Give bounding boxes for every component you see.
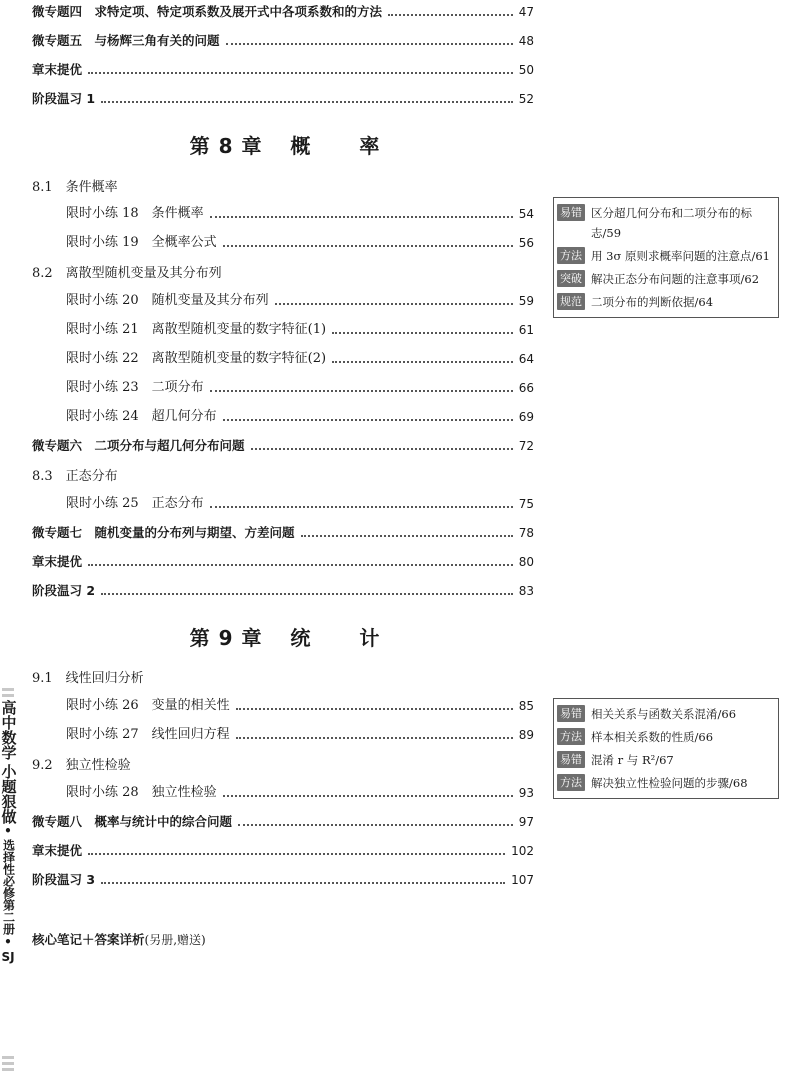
tip-tag: 突破	[557, 270, 585, 287]
toc-page-number: 83	[518, 584, 534, 598]
edition-name: 选择性必修第二册	[1, 839, 16, 935]
section-heading[interactable]: 8.1 条件概率	[32, 180, 118, 195]
leader-dots	[223, 794, 513, 797]
toc-label: 限时小练 26 变量的相关性	[66, 698, 230, 713]
toc-row[interactable]	[32, 31, 534, 51]
toc-label: 微专题六 二项分布与超几何分布问题	[32, 438, 245, 453]
toc-label: 限时小练 19 全概率公式	[66, 235, 217, 250]
toc-label: 微专题五 与杨辉三角有关的问题	[32, 33, 220, 48]
toc-page-number: 78	[518, 526, 534, 540]
toc-page-number: 72	[518, 439, 534, 453]
chapter-number: 第 9 章	[189, 626, 263, 650]
toc-row[interactable]	[66, 349, 534, 369]
tip-text: 样本相关系数的性质/66	[591, 730, 714, 744]
tip-text: 区分超几何分布和二项分布的标志/59	[591, 206, 752, 240]
toc-label: 限时小练 24 超几何分布	[66, 409, 217, 424]
toc-row[interactable]	[32, 60, 534, 80]
chapter-title-char: 统	[290, 626, 312, 650]
tip-item[interactable]	[557, 773, 775, 793]
toc-page-number: 47	[518, 5, 534, 19]
tip-text: 相关关系与函数关系混淆/66	[591, 707, 737, 721]
toc-row[interactable]	[66, 204, 534, 224]
toc-label: 限时小练 20 随机变量及其分布列	[66, 293, 269, 308]
leader-dots	[236, 707, 513, 710]
sidebar-decor	[2, 1056, 14, 1059]
section-heading[interactable]: 8.3 正态分布	[32, 469, 118, 484]
toc-page-number: 59	[518, 294, 534, 308]
separator-dot: •	[4, 935, 12, 949]
toc-label: 微专题八 概率与统计中的综合问题	[32, 814, 233, 829]
tip-text: 解决正态分布问题的注意事项/62	[591, 272, 760, 286]
toc-page-number: 66	[518, 381, 534, 395]
toc-page-number: 85	[518, 699, 534, 713]
toc-row[interactable]	[32, 841, 534, 861]
tip-tag: 方法	[557, 247, 585, 264]
toc-label: 限时小练 23 二项分布	[66, 380, 204, 395]
tip-tag: 方法	[557, 774, 585, 791]
toc-page-number: 75	[518, 497, 534, 511]
toc-page-number: 56	[518, 236, 534, 250]
tip-tag: 易错	[557, 751, 585, 768]
leader-dots	[210, 505, 513, 508]
tips-box	[553, 197, 779, 318]
toc-label: 微专题七 随机变量的分布列与期望、方差问题	[32, 525, 295, 540]
series-name: 高中数学	[0, 700, 18, 760]
toc-page-number: 93	[518, 786, 534, 800]
toc-label: 限时小练 18 条件概率	[66, 206, 204, 221]
leader-dots	[88, 71, 513, 74]
toc-page-number: 48	[518, 34, 534, 48]
toc-row[interactable]	[32, 2, 534, 22]
sidebar-decor	[2, 688, 14, 691]
toc-page-number: 80	[518, 555, 534, 569]
chapter-title-char: 概	[290, 134, 312, 158]
toc-row[interactable]	[32, 89, 534, 109]
tip-item[interactable]	[557, 704, 775, 724]
leader-dots	[275, 302, 513, 305]
toc-row[interactable]	[32, 812, 534, 832]
section-heading[interactable]: 9.1 线性回归分析	[32, 671, 144, 686]
toc-row[interactable]	[66, 494, 534, 514]
tips-box	[553, 698, 779, 799]
sidebar-decor	[2, 694, 14, 697]
toc-row[interactable]	[32, 523, 534, 543]
toc-row[interactable]	[66, 291, 534, 311]
toc-page-number: 61	[518, 323, 534, 337]
toc-page-number: 52	[518, 92, 534, 106]
sidebar-decor	[2, 1068, 14, 1071]
toc-row[interactable]	[66, 407, 534, 427]
tip-text: 解决独立性检验问题的步骤/68	[591, 776, 748, 790]
tip-item[interactable]	[557, 292, 775, 312]
toc-page-number: 107	[511, 873, 534, 887]
toc-row[interactable]	[32, 870, 534, 890]
tip-text: 混淆 r 与 R²/67	[591, 753, 674, 767]
toc-row[interactable]	[66, 696, 534, 716]
book-spine-title	[0, 700, 16, 965]
toc-label: 限时小练 22 离散型随机变量的数字特征(2)	[66, 351, 327, 366]
toc-label: 章末提优	[32, 62, 83, 77]
footer-main: 核心笔记＋答案详析	[32, 932, 145, 947]
separator-dot: •	[4, 824, 12, 838]
section-heading[interactable]: 8.2 离散型随机变量及其分布列	[32, 266, 222, 281]
tip-item[interactable]	[557, 750, 775, 770]
leader-dots	[332, 331, 513, 334]
chapter-title-char: 计	[359, 626, 381, 650]
toc-row[interactable]	[66, 320, 534, 340]
toc-row[interactable]	[32, 436, 534, 456]
chapter-9-title[interactable]	[0, 622, 570, 651]
leader-dots	[301, 534, 513, 537]
sidebar-decor	[2, 1062, 14, 1065]
leader-dots	[88, 563, 513, 566]
leader-dots	[88, 852, 505, 855]
toc-label: 章末提优	[32, 554, 83, 569]
leader-dots	[210, 389, 513, 392]
tip-text: 二项分布的判断依据/64	[591, 295, 714, 309]
brand-name: 小题狠做	[0, 764, 18, 824]
toc-page-number: 50	[518, 63, 534, 77]
toc-page-number: 102	[511, 844, 534, 858]
toc-row[interactable]	[32, 581, 534, 601]
tip-item[interactable]	[557, 203, 775, 243]
toc-label: 限时小练 27 线性回归方程	[66, 727, 230, 742]
toc-label: 限时小练 25 正态分布	[66, 496, 204, 511]
toc-label: 限时小练 21 离散型随机变量的数字特征(1)	[66, 322, 327, 337]
tip-item[interactable]	[557, 246, 775, 266]
toc-label: 阶段温习 3	[32, 872, 96, 887]
tip-item[interactable]	[557, 269, 775, 289]
toc-row[interactable]	[66, 725, 534, 745]
toc-page-number: 69	[518, 410, 534, 424]
tip-tag: 易错	[557, 204, 585, 221]
section-heading[interactable]: 9.2 独立性检验	[32, 758, 131, 773]
chapter-8-title[interactable]	[0, 130, 570, 159]
edition-code: SJ	[1, 950, 15, 964]
leader-dots	[236, 736, 513, 739]
toc-label: 阶段温习 2	[32, 583, 96, 598]
leader-dots	[223, 244, 513, 247]
tip-tag: 规范	[557, 293, 585, 310]
leader-dots	[210, 215, 513, 218]
leader-dots	[332, 360, 513, 363]
toc-page-number: 64	[518, 352, 534, 366]
toc-label: 章末提优	[32, 843, 83, 858]
tip-tag: 易错	[557, 705, 585, 722]
leader-dots	[388, 13, 513, 16]
chapter-number: 第 8 章	[189, 134, 263, 158]
toc-row[interactable]	[66, 233, 534, 253]
footer-aside: (另册,赠送)	[144, 933, 206, 947]
tip-tag: 方法	[557, 728, 585, 745]
toc-label: 微专题四 求特定项、特定项系数及展开式中各项系数和的方法	[32, 4, 383, 19]
leader-dots	[101, 881, 505, 884]
toc-row[interactable]	[66, 378, 534, 398]
toc-label: 限时小练 28 独立性检验	[66, 785, 217, 800]
leader-dots	[226, 42, 513, 45]
toc-page-number: 97	[518, 815, 534, 829]
tip-text: 用 3σ 原则求概率问题的注意点/61	[591, 249, 770, 263]
toc-label: 阶段温习 1	[32, 91, 96, 106]
leader-dots	[238, 823, 513, 826]
chapter-title-char: 率	[359, 134, 381, 158]
tip-item[interactable]	[557, 727, 775, 747]
footer-note	[32, 930, 206, 948]
toc-page-number: 54	[518, 207, 534, 221]
toc-row[interactable]	[32, 552, 534, 572]
leader-dots	[251, 447, 513, 450]
toc-row[interactable]	[66, 783, 534, 803]
toc-page-number: 89	[518, 728, 534, 742]
leader-dots	[223, 418, 513, 421]
leader-dots	[101, 592, 513, 595]
leader-dots	[101, 100, 513, 103]
